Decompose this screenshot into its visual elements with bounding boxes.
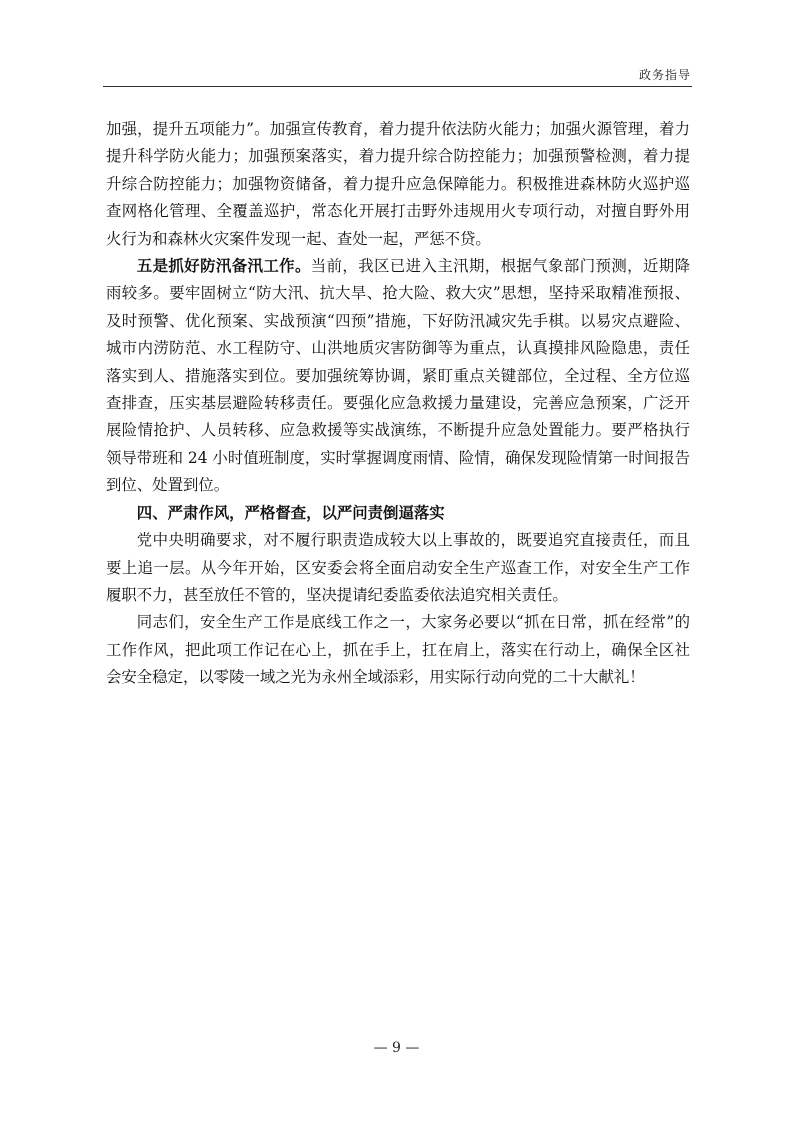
paragraph-fire-prevention: 加强，提升五项能力”。加强宣传教育，着力提升依法防火能力；加强火源管理，着力提升科学防火能力；加强预案落实，着力提升综合防控能力；加强预警检测，着力提升综合防控能力；加强物资储备，着力提升应急保障能力。积极推进森林防火巡护巡查网格化管理、全覆盖巡护，常态化开展打击野外违规用火专项行动，对擅自野外用火行为和森林火灾案件发现一起、查处一起，严惩不贷。 xyxy=(106,120,690,248)
running-header-label: 政务指导 xyxy=(638,68,691,82)
paragraph-closing: 同志们，安全生产工作是底线工作之一，大家务必要以“抓在日常，抓在经常”的工作作风，把此项工作记在心上，抓在手上，扛在肩上，落实在行动上，确保全区社会安全稳定，以零陵一域之光为永州全域添彩，用实际行动向党的二十大献礼！ xyxy=(106,613,690,687)
section-heading-four: 四、严肃作风，严格督查，以严问责倒逼落实 xyxy=(136,503,445,522)
header-divider xyxy=(103,86,692,87)
paragraph-flood-body: 当前，我区已进入主汛期，根据气象部门预测，近期降雨较多。要牢固树立“防大汛、抗大旱、抢大险、救大灾”思想，坚持采取精准预报、及时预警、优化预案、实战预演“四预”措施，下好防汛减灾先手棋。以易灾点避险、城市内涝防范、水工程防守、山洪地质灾害防御等为重点，认真摸排风险隐患，责任落实到人、措施落实到位。要加强统筹协调，紧盯重点关键部位，全过程、全方位巡查排查，压实基层避险转移责任。要强化应急救援力量建设，完善应急预案，广泛开展险情抢护、人员转移、应急救援等实战演练，不断提升应急处置能力。要严格执行领导带班和 24 小时值班制度，实时掌握调度雨情、险情，确保发现险情第一时间报告到位、处置到位。 xyxy=(106,257,690,495)
paragraph-flood-prevention xyxy=(106,253,690,500)
paragraph-lead-flood: 五是抓好防汛备汛工作。 xyxy=(136,257,311,276)
document-body xyxy=(106,116,690,692)
page-number: — 9 — xyxy=(373,1040,420,1056)
paragraph-accountability: 党中央明确要求，对不履行职责造成较大以上事故的，既要追究直接责任，而且要上追一层。从今年开始，区安委会将全面启动安全生产巡查工作，对安全生产工作履职不力，甚至放任不管的，坚决提请纪委监委依法追究相关责任。 xyxy=(106,531,690,604)
